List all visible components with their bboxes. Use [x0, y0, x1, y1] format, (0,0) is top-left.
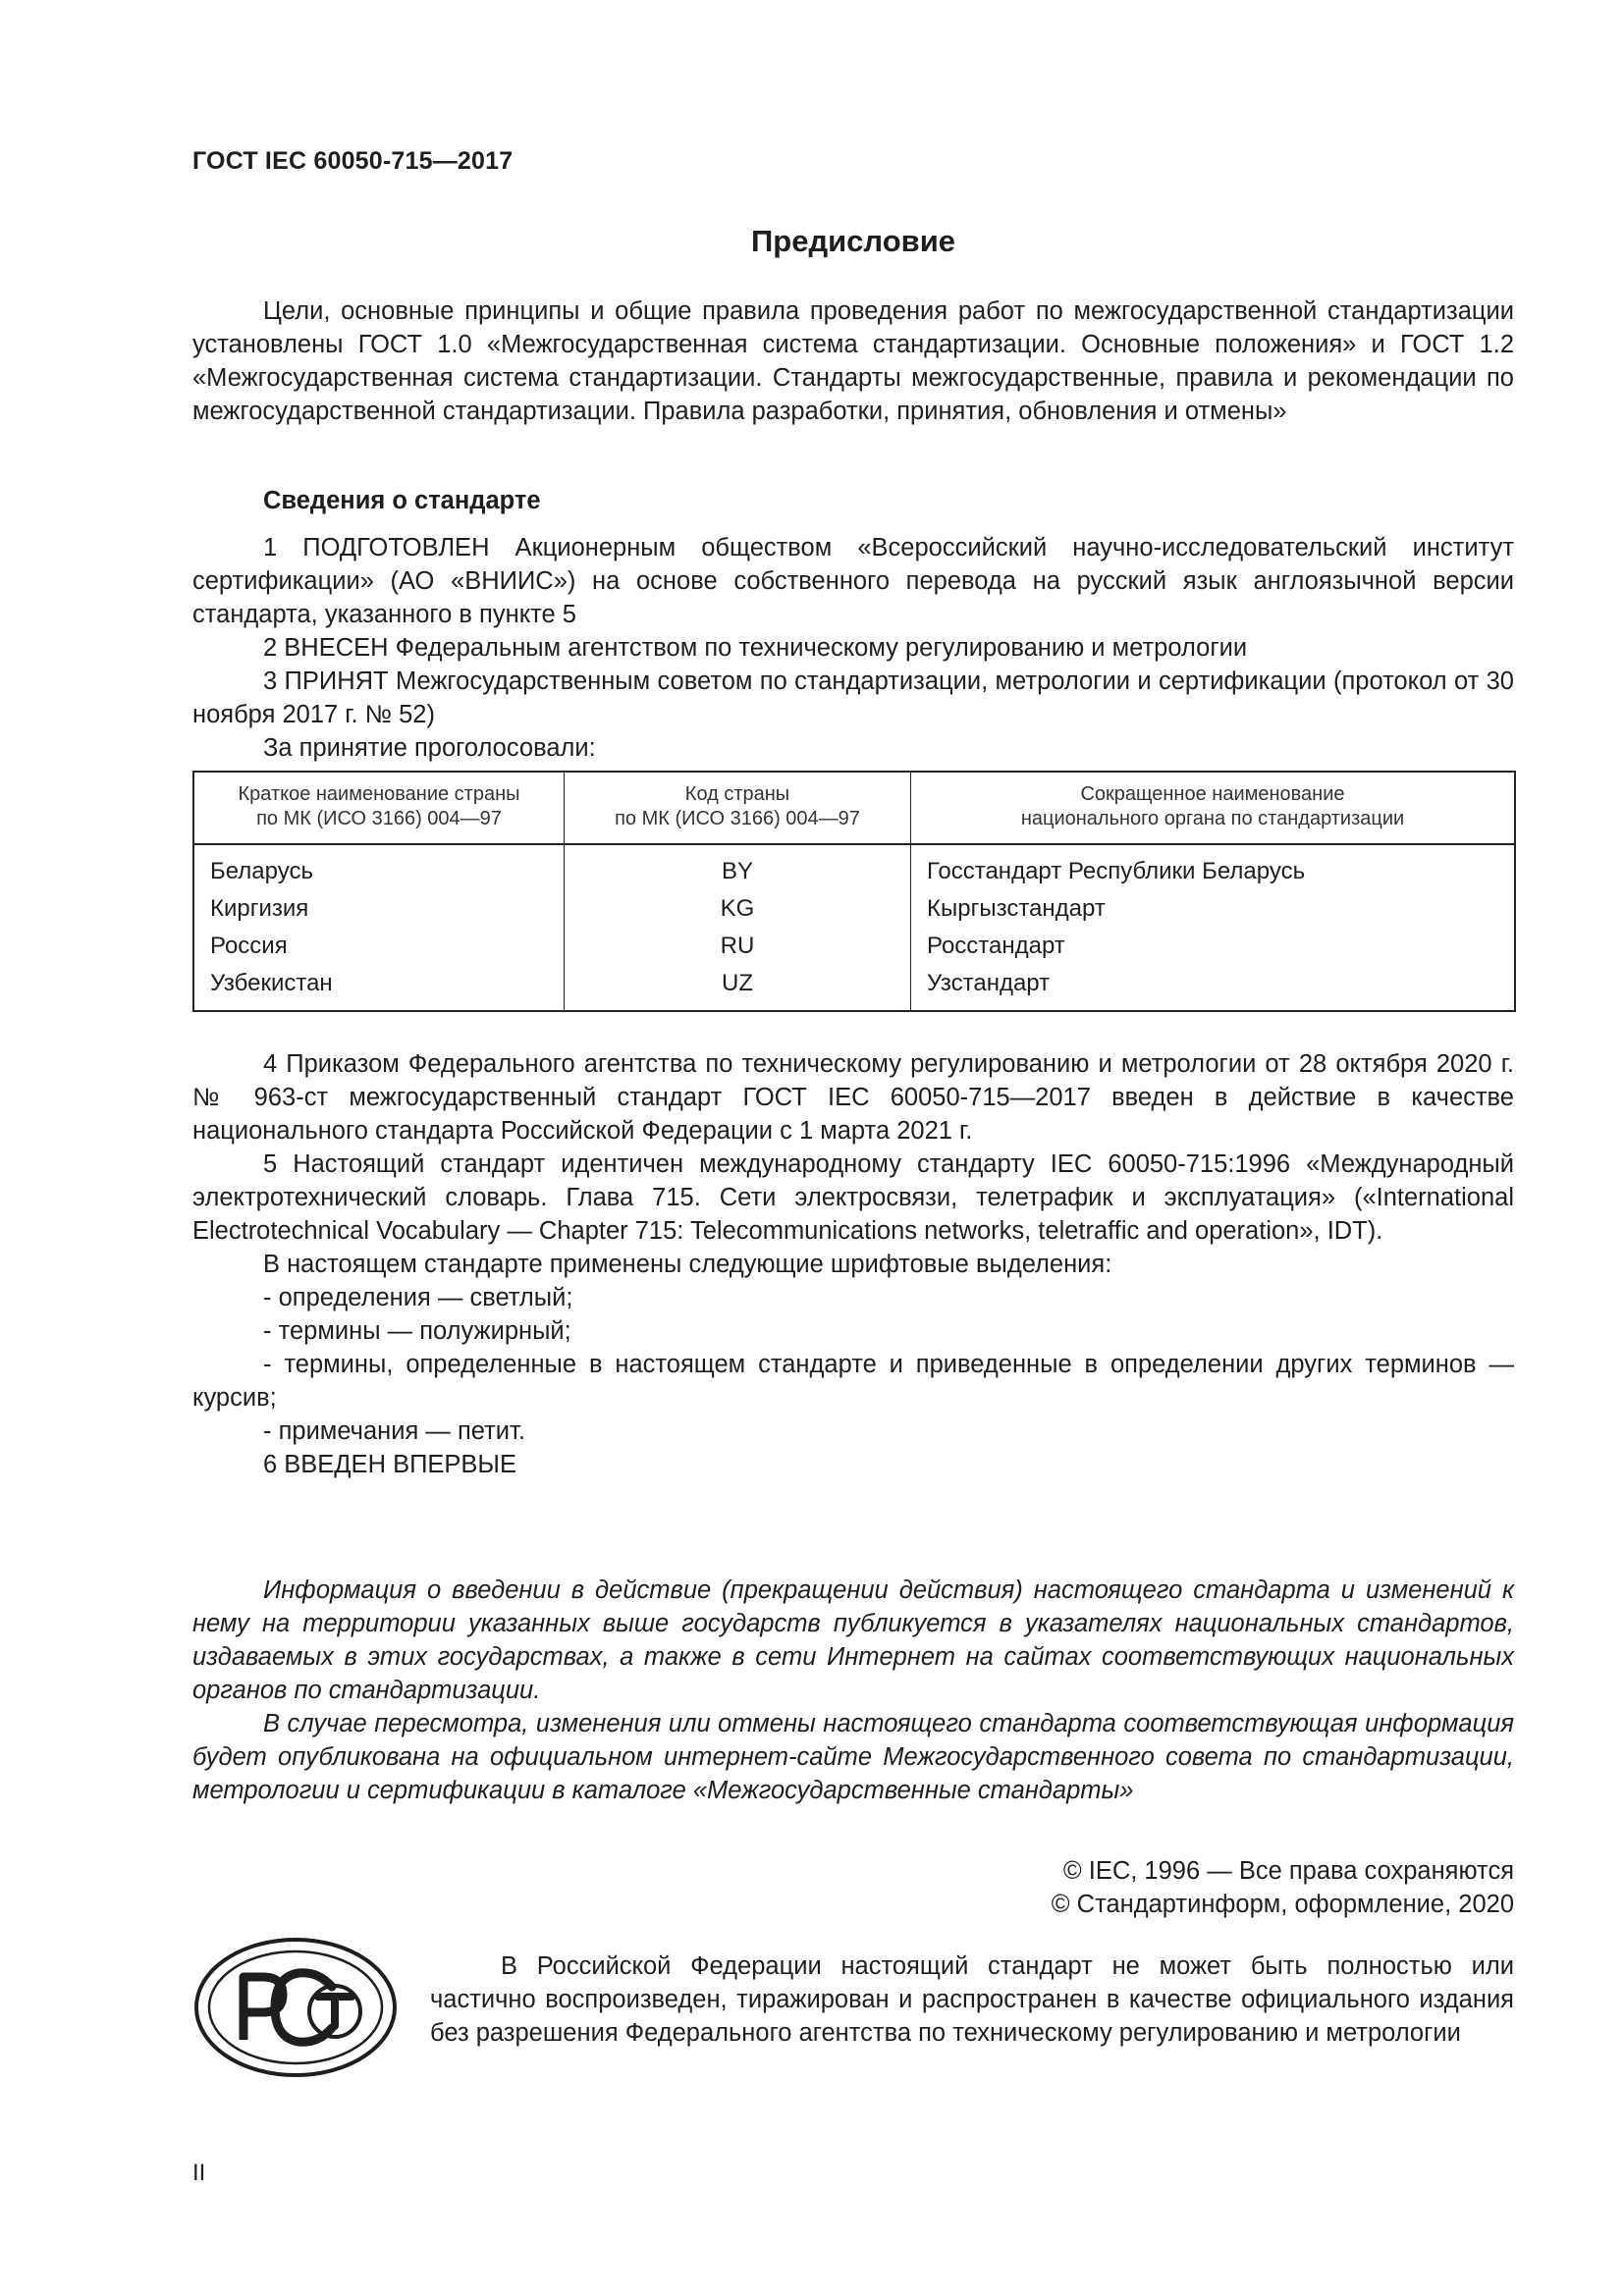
code-cell: UZ: [565, 965, 911, 1011]
country-cell: Беларусь: [193, 844, 565, 890]
table-row: [193, 844, 1515, 890]
country-cell: Киргизия: [193, 890, 565, 928]
country-cell: Узбекистан: [193, 965, 565, 1011]
country-cell: Россия: [193, 928, 565, 965]
copyright-publisher: © Стандартинформ, оформление, 2020: [1051, 1891, 1514, 1918]
table-row: [193, 928, 1515, 965]
table-header-row: [193, 772, 1515, 844]
font-convention-item: - определения — светлый;: [263, 1284, 573, 1311]
item-5-paragraph: 5 Настоящий стандарт идентичен международному стандарту IEC 60050-715:1996 «Международный электротехнический словарь. Глава 715. Сети электросвязи, телетрафик и эксплуатация» («International Electrotechnical Vocabulary — Chapter 715: Telecommunications networks, teletraffic and operation», IDT).: [192, 1150, 1514, 1245]
code-cell: RU: [565, 928, 911, 965]
code-cell: BY: [565, 844, 911, 890]
organization-cell: Госстандарт Республики Беларусь: [927, 858, 1306, 884]
code-cell: KG: [565, 890, 911, 928]
voting-countries-table: [192, 771, 1516, 1012]
copyright-iec: © IEC, 1996 — Все права сохраняются: [1062, 1857, 1514, 1885]
column-header-organization: Сокращенное наименование национального органа по стандартизации: [911, 772, 1516, 844]
table-row: [193, 890, 1515, 928]
font-convention-item: - термины, определенные в настоящем стандарте и приведенные в определении других терминов — курсив;: [192, 1351, 1514, 1412]
rights-notice-block: [430, 1949, 1514, 2050]
item-4-paragraph: 4 Приказом Федерального агентства по техническому регулированию и метрологии от 28 октября 2020 г. № 963-ст межгосударственный стандарт ГОСТ IEC 60050-715—2017 введен в действие в качестве национального стандарта Российской Федерации с 1 марта 2021 г.: [192, 1050, 1514, 1145]
column-header-country: Краткое наименование страны по МК (ИСО 3166) 004—97: [193, 772, 565, 844]
font-conventions-intro: В настоящем стандарте применены следующие шрифтовые выделения:: [263, 1251, 1112, 1278]
page-title: Предисловие: [750, 224, 955, 258]
section-heading: Сведения о стандарте: [263, 487, 541, 514]
organization-cell: Кыргызстандарт: [927, 895, 1106, 922]
item-6-paragraph: 6 ВВЕДЕН ВПЕРВЫЕ: [263, 1451, 517, 1478]
intro-block: [192, 294, 1514, 428]
intro-paragraph: Цели, основные принципы и общие правила проведения работ по межгосударственной стандартизации установлены ГОСТ 1.0 «Межгосударственная система стандартизации. Основные положения» и ГОСТ 1.2 «Межгосударственная система стандартизации. Стандарты межгосударственные, правила и рекомендации по межгосударственной стандартизации. Правила разработки, принятия, обновления и отмены»: [192, 297, 1514, 425]
voted-label: За принятие проголосовали:: [263, 734, 596, 762]
table-row: [193, 965, 1515, 1011]
organization-cell: Росстандарт: [927, 933, 1065, 959]
notice-paragraph: Информация о введении в действие (прекращении действия) настоящего стандарта и изменений к нему на территории указанных выше государств публикуется в указателях национальных стандартов, издаваемых в этих государствах, а также в сети Интернет на сайтах соответствующих национальных органов по стандартизации.: [192, 1576, 1514, 1704]
document-id-header: ГОСТ IEC 60050-715—2017: [192, 147, 514, 175]
rst-logo-icon: [192, 1936, 399, 2084]
column-header-code: Код страны по МК (ИСО 3166) 004—97: [565, 772, 911, 844]
item-3-paragraph: 3 ПРИНЯТ Межгосударственным советом по стандартизации, метрологии и сертификации (протокол от 30 ноября 2017 г. № 52): [192, 667, 1514, 728]
organization-cell: Узстандарт: [927, 970, 1051, 996]
item-2-paragraph: 2 ВНЕСЕН Федеральным агентством по техническому регулированию и метрологии: [263, 634, 1248, 662]
standard-info-block: [192, 484, 1514, 765]
rights-notice-paragraph: В Российской Федерации настоящий стандарт не может быть полностью или частично воспроизведен, тиражирован и распространен в качестве официального издания без разрешения Федерального агентства по техническому регулированию и метрологии: [430, 1952, 1514, 2047]
notice-block: [192, 1574, 1514, 1807]
item-1-paragraph: 1 ПОДГОТОВЛЕН Акционерным обществом «Всероссийский научно-исследовательский институт сертификации» (АО «ВНИИС») на основе собственного перевода на русский язык англоязычной версии стандарта, указанного в пункте 5: [192, 534, 1514, 628]
notice-paragraph: В случае пересмотра, изменения или отмены настоящего стандарта соответствующая информация будет опубликована на официальном интернет-сайте Межгосударственного совета по стандартизации, метрологии и сертификации в каталоге «Межгосударственные стандарты»: [192, 1710, 1514, 1804]
font-convention-item: - примечания — петит.: [263, 1417, 525, 1445]
font-convention-item: - термины — полужирный;: [263, 1317, 571, 1345]
copyright-block: [1052, 1854, 1514, 1921]
implementation-block: [192, 1047, 1514, 1481]
page-number: II: [192, 2160, 206, 2186]
